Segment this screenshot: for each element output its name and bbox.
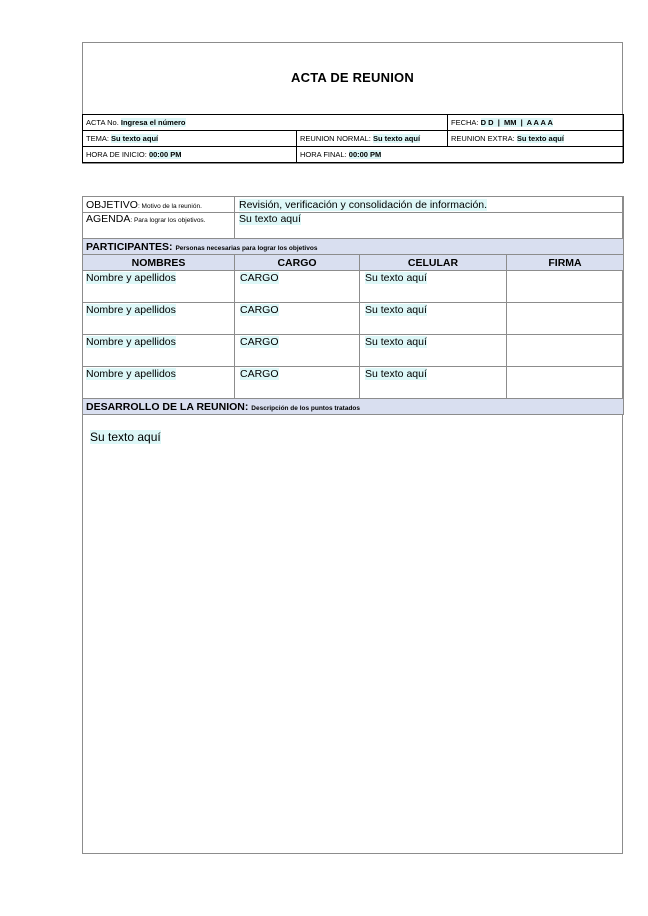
normal-meeting-cell — [297, 131, 448, 147]
column-header-phone: CELULAR — [360, 255, 507, 271]
participant-row — [83, 271, 624, 303]
start-time-label: HORA DE INICIO: — [86, 150, 147, 159]
start-time-field[interactable]: 00:00 PM — [148, 150, 182, 159]
participant-role-field[interactable]: CARGO — [240, 336, 279, 348]
participant-phone-field[interactable]: Su texto aquí — [365, 368, 427, 380]
minutes-table — [82, 196, 624, 415]
participant-row — [83, 335, 624, 367]
agenda-value-cell — [235, 213, 624, 239]
participant-role-field[interactable]: CARGO — [240, 368, 279, 380]
topic-field[interactable]: Su texto aquí — [111, 134, 159, 143]
date-label: FECHA: — [451, 118, 479, 127]
participant-role-field[interactable]: CARGO — [240, 304, 279, 316]
extra-meeting-field[interactable]: Su texto aquí — [516, 134, 564, 143]
participant-signature-field[interactable] — [507, 271, 624, 303]
end-time-cell — [297, 147, 624, 163]
development-field[interactable]: Su texto aquí — [90, 430, 161, 444]
participant-name-field[interactable]: Nombre y apellidos — [86, 336, 176, 348]
date-field[interactable]: D D | MM | A A A A — [480, 118, 553, 127]
objective-hint: : Motivo de la reunión. — [137, 202, 202, 210]
document-title: ACTA DE REUNION — [291, 70, 414, 85]
extra-meeting-cell — [448, 131, 624, 147]
development-hint: Descripción de los puntos tratados — [251, 404, 361, 412]
participants-header — [83, 239, 624, 255]
participant-name-field[interactable]: Nombre y apellidos — [86, 368, 176, 380]
end-time-label: HORA FINAL: — [300, 150, 347, 159]
column-header-signature: FIRMA — [507, 255, 624, 271]
date-cell — [448, 115, 624, 131]
normal-meeting-label: REUNION NORMAL: — [300, 134, 371, 143]
agenda-hint: : Para lograr los objetivos. — [130, 217, 206, 224]
objective-value-cell — [235, 197, 624, 213]
participant-signature-field[interactable] — [507, 367, 624, 399]
objective-label: OBJETIVO — [86, 198, 138, 211]
end-time-field[interactable]: 00:00 PM — [348, 150, 382, 159]
extra-meeting-label: REUNION EXTRA: — [451, 134, 515, 143]
participant-role-field[interactable]: CARGO — [240, 272, 279, 284]
participant-name-field[interactable]: Nombre y apellidos — [86, 304, 176, 316]
participant-phone-field[interactable]: Su texto aquí — [365, 304, 427, 316]
column-header-role: CARGO — [235, 255, 360, 271]
agenda-field[interactable]: Su texto aquí — [239, 213, 301, 225]
participant-signature-field[interactable] — [507, 303, 624, 335]
participant-row — [83, 303, 624, 335]
participants-label: PARTICIPANTES: — [86, 240, 173, 253]
participant-phone-field[interactable]: Su texto aquí — [365, 272, 427, 284]
participant-name-field[interactable]: Nombre y apellidos — [86, 272, 176, 284]
objective-label-cell — [83, 197, 235, 213]
topic-label: TEMA: — [86, 134, 109, 143]
objective-field[interactable]: Revisión, verificación y consolidación de información. — [239, 198, 488, 211]
participant-row — [83, 367, 624, 399]
normal-meeting-field[interactable]: Su texto aquí — [372, 134, 421, 143]
acta-number-field[interactable]: Ingresa el número — [120, 118, 186, 127]
column-header-names: NOMBRES — [83, 255, 235, 271]
acta-number-label: ACTA No. — [86, 118, 119, 127]
participants-hint: Personas necesarias para lograr los objetivos — [175, 244, 318, 252]
start-time-cell — [83, 147, 297, 163]
participant-phone-field[interactable]: Su texto aquí — [365, 336, 427, 348]
acta-number-cell — [83, 115, 448, 131]
development-header — [83, 399, 624, 415]
participant-signature-field[interactable] — [507, 335, 624, 367]
meeting-info-table — [82, 114, 624, 163]
agenda-label: AGENDA — [86, 213, 131, 225]
development-label: DESARROLLO DE LA REUNION: — [86, 400, 249, 413]
agenda-label-cell — [83, 213, 235, 239]
topic-cell — [83, 131, 297, 147]
